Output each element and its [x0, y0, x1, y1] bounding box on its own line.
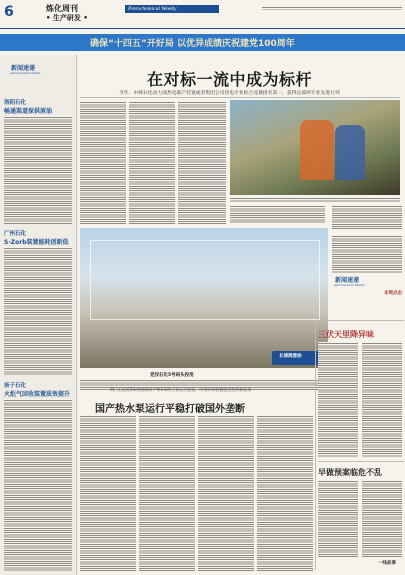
story-title-heat: 三伏天里降异味 — [318, 329, 374, 339]
brief-title-3: 火炬气回收装置质效提升 — [4, 391, 71, 398]
banner-text: 确保“十四五”开好局 以优异成绩庆祝建党100周年 — [90, 39, 295, 49]
pump-story-col-1 — [80, 415, 136, 571]
brief-body-3 — [4, 399, 72, 571]
main-body-col-4 — [230, 205, 325, 224]
main-body-col-3 — [178, 101, 226, 224]
main-body-col-1 — [80, 101, 126, 224]
pump-story-col-3 — [198, 415, 254, 571]
right-rule-2 — [318, 461, 404, 462]
worker-figure-orange — [300, 120, 334, 180]
brief-title-2: S-Zorb装置能耗创新低 — [4, 239, 69, 246]
pump-story-headline: 国产热水泵运行平稳打破国外垄断 — [95, 404, 245, 415]
story-heat-col-1 — [318, 342, 358, 457]
lubricant-ad-text: 长城润滑油 — [279, 354, 302, 359]
dock-photo-structure — [90, 240, 320, 320]
story-plan-byline: 一线故事 — [378, 561, 396, 566]
column-title: 炼化周刊 — [46, 3, 78, 13]
right-rule-1 — [318, 320, 404, 321]
weekly-click-label: 本周点击 — [384, 291, 402, 296]
brand-name: Petrochemical Weekly — [128, 6, 177, 12]
brief-org-3: 扬子石化 — [4, 383, 27, 389]
main-rule — [80, 97, 400, 98]
column-divider — [76, 55, 77, 575]
workers-photo-caption — [230, 197, 400, 202]
brief-org-2: 广州石化 — [4, 231, 27, 237]
pump-story-lead: 荆门石化近5年的持续改产和1年的工业运行检验，经审形成装置稳定性的新技术 — [110, 387, 252, 392]
dock-photo-caption: 党伐石化5号码头投用 — [150, 373, 194, 378]
main-body-col-5 — [332, 205, 402, 230]
column-subtitle: • 生产研发 • — [46, 13, 88, 22]
weekly-click-logo: 新闻速递 — [335, 277, 360, 284]
brief-body-2 — [4, 247, 72, 375]
brief-body-1 — [4, 116, 72, 224]
pump-story-col-4 — [257, 415, 313, 571]
header-rule — [0, 28, 405, 29]
page-number: 6 — [4, 4, 14, 20]
weekly-click-logo-sub: petrochemical Weekly — [334, 283, 365, 287]
pump-story-col-2 — [139, 415, 195, 571]
worker-figure-blue — [335, 125, 365, 180]
main-body-col-2 — [129, 101, 175, 224]
brief-org-1: 洛阳石化 — [4, 100, 27, 106]
story-heat-col-2 — [362, 342, 402, 457]
story-plan-col-2 — [362, 480, 402, 558]
story-plan-col-1 — [318, 480, 358, 558]
brief-title-1: 畅通渠道保供原油 — [4, 108, 53, 115]
masthead-info — [262, 6, 402, 10]
news-brief-logo: 新闻速递 — [11, 65, 36, 72]
main-subheadline: 今年，中韩石化动力部热电联产装置或者集团公司热电专业综合竞赛排名第一，获得总部两专业先进行列 — [119, 91, 340, 96]
right-column-divider — [315, 320, 316, 570]
main-headline: 在对标一流中成为标杆 — [147, 70, 313, 89]
news-brief-logo-sub: petrochemical Weekly — [10, 71, 41, 75]
right-body-top — [332, 235, 402, 273]
story-title-plan: 早做预案临危不乱 — [318, 467, 382, 477]
page-header — [0, 0, 405, 26]
